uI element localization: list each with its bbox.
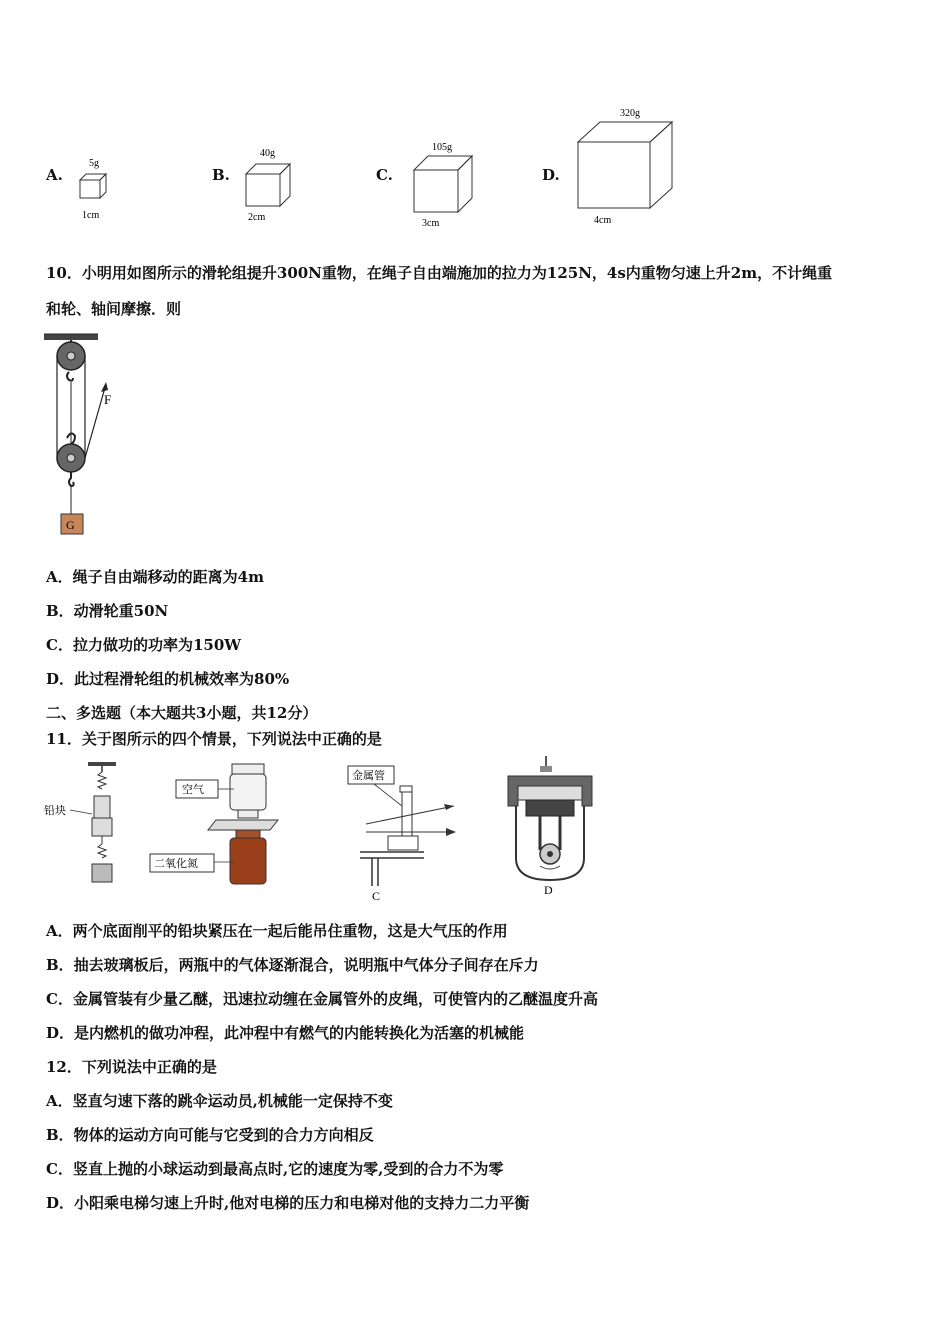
weight-label: G bbox=[66, 518, 75, 532]
q11-figure-a-lead-blocks bbox=[44, 758, 124, 888]
section-2-heading: 二、多选题（本大题共3小题，共12分） bbox=[46, 704, 318, 722]
cube-d-mass: 320g bbox=[620, 108, 640, 119]
air-bottle bbox=[230, 774, 266, 810]
air-label: 空气 bbox=[182, 784, 204, 796]
q11-option-b: B．抽去玻璃板后，两瓶中的气体逐渐混合，说明瓶中气体分子间存在斥力 bbox=[46, 956, 539, 974]
ceiling-support bbox=[44, 334, 98, 340]
cube-c-mass: 105g bbox=[432, 142, 452, 153]
figure-d-label: D bbox=[544, 883, 553, 897]
q10-option-c: C．拉力做功的功率为150W bbox=[46, 636, 242, 654]
q10-option-a: A．绳子自由端移动的距离为4m bbox=[46, 568, 264, 586]
q10-stem-line1: 10．小明用如图所示的滑轮组提升300N重物，在绳子自由端施加的拉力为125N，4s内重物匀速上升2m，不计绳重 bbox=[46, 264, 833, 282]
cube-b-mass: 40g bbox=[260, 148, 275, 159]
lead-block-bottom bbox=[92, 818, 112, 836]
q12-option-c: C．竖直上抛的小球运动到最高点时,它的速度为零,受到的合力不为零 bbox=[46, 1160, 504, 1178]
cube-b-figure bbox=[240, 140, 300, 230]
force-arrow bbox=[101, 382, 108, 392]
cube-d-figure bbox=[572, 100, 682, 230]
q11-option-a: A．两个底面削平的铅块紧压在一起后能吊住重物，这是大气压的作用 bbox=[46, 922, 508, 940]
cube-c-side: 3cm bbox=[422, 218, 440, 229]
q11-option-d: D．是内燃机的做功冲程，此冲程中有燃气的内能转换化为活塞的机械能 bbox=[46, 1024, 525, 1042]
cube-option-d-letter: D. bbox=[542, 166, 560, 184]
q12-option-d: D．小阳乘电梯匀速上升时,他对电梯的压力和电梯对他的支持力二力平衡 bbox=[46, 1194, 530, 1212]
q12-stem: 12．下列说法中正确的是 bbox=[46, 1058, 217, 1076]
engine-piston bbox=[526, 800, 574, 816]
cube-option-b-letter: B. bbox=[212, 166, 230, 184]
lead-label: 铅块 bbox=[44, 805, 66, 817]
q11-option-c: C．金属管装有少量乙醚，迅速拉动缠在金属管外的皮绳，可使管内的乙醚温度升高 bbox=[46, 990, 598, 1008]
q11-figure-d-engine bbox=[500, 754, 600, 900]
metal-tube bbox=[402, 792, 412, 836]
cube-d-side: 4cm bbox=[594, 215, 612, 226]
cube-option-c-letter: C. bbox=[376, 166, 393, 184]
q10-stem-line2: 和轮、轴间摩擦．则 bbox=[46, 300, 182, 318]
q12-option-b: B．物体的运动方向可能与它受到的合力方向相反 bbox=[46, 1126, 374, 1144]
pulley-system-figure bbox=[40, 332, 160, 542]
cube-c-figure bbox=[408, 134, 488, 234]
glass-plate bbox=[208, 820, 278, 830]
cube-a-figure bbox=[76, 150, 116, 230]
q10-option-b: B．动滑轮重50N bbox=[46, 602, 169, 620]
lead-block-top bbox=[94, 796, 110, 818]
q10-option-d: D．此过程滑轮组的机械效率为80% bbox=[46, 670, 290, 688]
force-label: F bbox=[104, 392, 112, 407]
q11-figure-b-gas-bottles bbox=[146, 762, 286, 890]
metal-tube-label: 金属管 bbox=[352, 770, 385, 782]
q11-figure-c-metal-tube bbox=[344, 762, 474, 902]
cube-a-side: 1cm bbox=[82, 210, 100, 221]
hanging-weight bbox=[92, 864, 112, 882]
cube-b-side: 2cm bbox=[248, 212, 266, 223]
no2-label: 二氧化氮 bbox=[154, 858, 198, 870]
cube-a-mass: 5g bbox=[89, 158, 99, 169]
no2-bottle bbox=[230, 838, 266, 884]
figure-c-label: C bbox=[372, 889, 381, 902]
cube-option-a-letter: A. bbox=[46, 166, 63, 184]
q12-option-a: A．竖直匀速下落的跳伞运动员,机械能一定保持不变 bbox=[46, 1092, 393, 1110]
q11-stem: 11．关于图所示的四个情景，下列说法中正确的是 bbox=[46, 730, 382, 748]
